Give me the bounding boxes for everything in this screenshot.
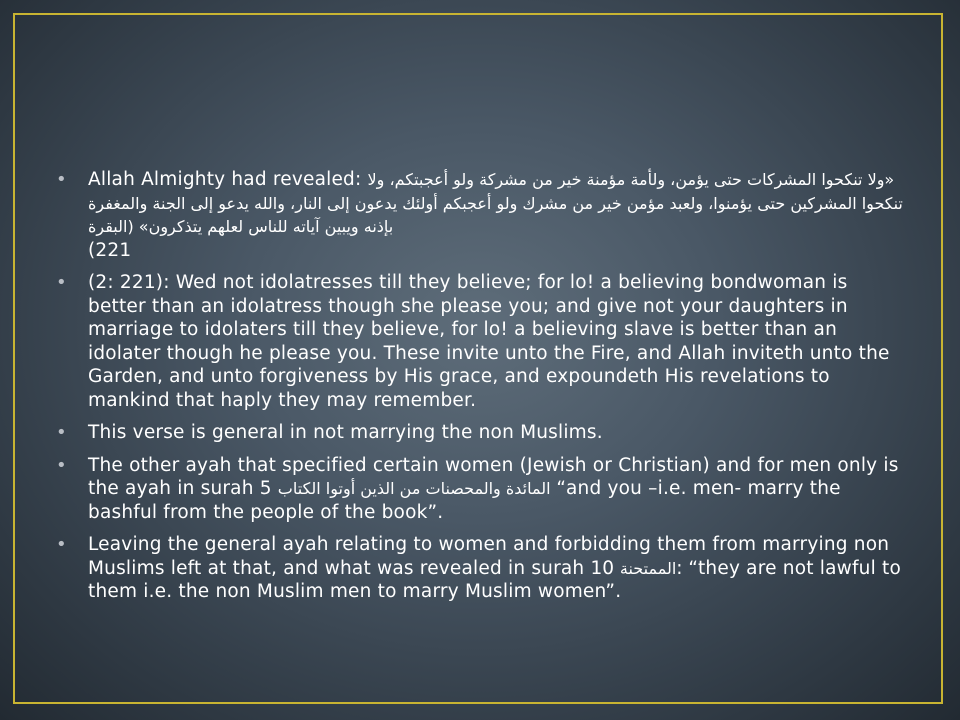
bullet-dot: • bbox=[56, 169, 67, 190]
bullet-1-intro: Allah Almighty had revealed: bbox=[88, 169, 362, 190]
bullet-item-2 bbox=[56, 271, 906, 412]
bullet-5-after: 10: “they are not lawful to them i.e. the non Muslim men to marry Muslim women”. bbox=[88, 557, 901, 602]
bullet-dot: • bbox=[56, 454, 67, 476]
bullet-item-5 bbox=[56, 533, 906, 604]
bullet-dot: • bbox=[56, 272, 67, 293]
bullet-5-arabic: الممتحنة bbox=[619, 558, 677, 578]
bullet-item-4 bbox=[56, 454, 906, 525]
bullet-item-1 bbox=[56, 168, 906, 262]
slide-content bbox=[56, 168, 906, 613]
bullet-4-before: The other ayah that specified certain women (Jewish or Christian) and for men only is the ayah in surah 5 bbox=[88, 454, 899, 499]
bullet-3-text: This verse is general in not marrying the non Muslims. bbox=[88, 422, 603, 443]
bullet-4-after: “and you –i.e. men- marry the bashful from the people of the book”. bbox=[88, 478, 841, 523]
bullet-4-arabic: المائدة والمحصنات من الذين أوتوا الكتاب bbox=[277, 479, 551, 498]
bullet-1-ref: (221 bbox=[88, 239, 132, 261]
bullet-2-text: (2: 221): Wed not idolatresses till they believe; for lo! a believing bondwoman is better than an idolatress though she please you; and give not your daughters in marriage to idolaters till they believe, for lo! a believing slave is better than an idolater though he please you. These invite unto the Fire, and Allah inviteth unto the Garden, and unto forgiveness by His grace, and expoundeth His revelations to mankind that haply they may remember. bbox=[88, 272, 890, 411]
bullet-dot: • bbox=[56, 534, 67, 555]
bullet-1-arabic: «ولا تنكحوا المشركات حتى يؤمن، ولأمة مؤمنة خير من مشركة ولو أعجبتكم، ولا تنكحوا المشركين حتى يؤمنوا، ولعبد مؤمن خير من مشرك ولو أعجبكم أولئك يدعون إلى النار، والله يدعو إلى الجنة والمغفرة بإذنه ويبين آياته للناس لعلهم يتذكرون» (البقرة bbox=[88, 170, 903, 236]
bullet-dot: • bbox=[56, 422, 67, 443]
bullet-5-before: Leaving the general ayah relating to women and forbidding them from marrying non Muslims left at that, and what was revealed in surah bbox=[88, 534, 890, 579]
bullet-item-3 bbox=[56, 421, 906, 445]
